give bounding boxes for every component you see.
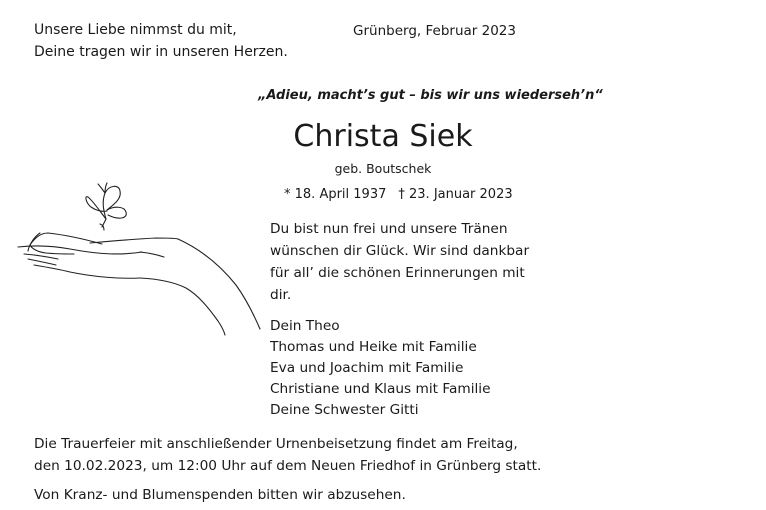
funeral-line-2: den 10.02.2023, um 12:00 Uhr auf dem Neuen Friedhof in Grünberg statt.: [34, 458, 542, 474]
butterfly-icon: [86, 183, 126, 230]
mourners-list: [270, 316, 491, 421]
intro-verse: [34, 19, 288, 63]
mourner: Eva und Joachim mit Familie: [270, 360, 464, 376]
poem-line: für all’ die schönen Erinnerungen mit: [270, 265, 525, 281]
funeral-announcement: [34, 433, 541, 477]
birth-name: geb. Boutschek: [334, 161, 432, 176]
death-date: † 23. Januar 2023: [398, 187, 513, 202]
hand-and-butterfly-illustration: [10, 175, 260, 335]
life-dates: [284, 186, 513, 204]
donations-note: Von Kranz- und Blumenspenden bitten wir abzusehen.: [34, 487, 406, 503]
intro-line-1: Unsere Liebe nimmst du mit,: [34, 22, 237, 38]
poem-line: dir.: [270, 287, 292, 303]
mourner: Thomas und Heike mit Familie: [270, 339, 477, 355]
deceased-name: Christa Siek: [293, 119, 473, 154]
intro-line-2: Deine tragen wir in unseren Herzen.: [34, 44, 288, 60]
birth-date: * 18. April 1937: [284, 187, 387, 202]
poem-verse: [270, 218, 529, 306]
open-hand-icon: [18, 233, 260, 335]
mourner: Deine Schwester Gitti: [270, 402, 419, 418]
place-and-date: Grünberg, Februar 2023: [353, 23, 516, 39]
mourner: Dein Theo: [270, 318, 340, 334]
funeral-line-1: Die Trauerfeier mit anschließender Urnenbeisetzung findet am Freitag,: [34, 436, 518, 452]
mourner: Christiane und Klaus mit Familie: [270, 381, 491, 397]
farewell-quote: „Adieu, macht’s gut – bis wir uns wiederseh’n“: [258, 88, 603, 103]
poem-line: wünschen dir Glück. Wir sind dankbar: [270, 243, 530, 259]
poem-line: Du bist nun frei und unsere Tränen: [270, 221, 508, 237]
